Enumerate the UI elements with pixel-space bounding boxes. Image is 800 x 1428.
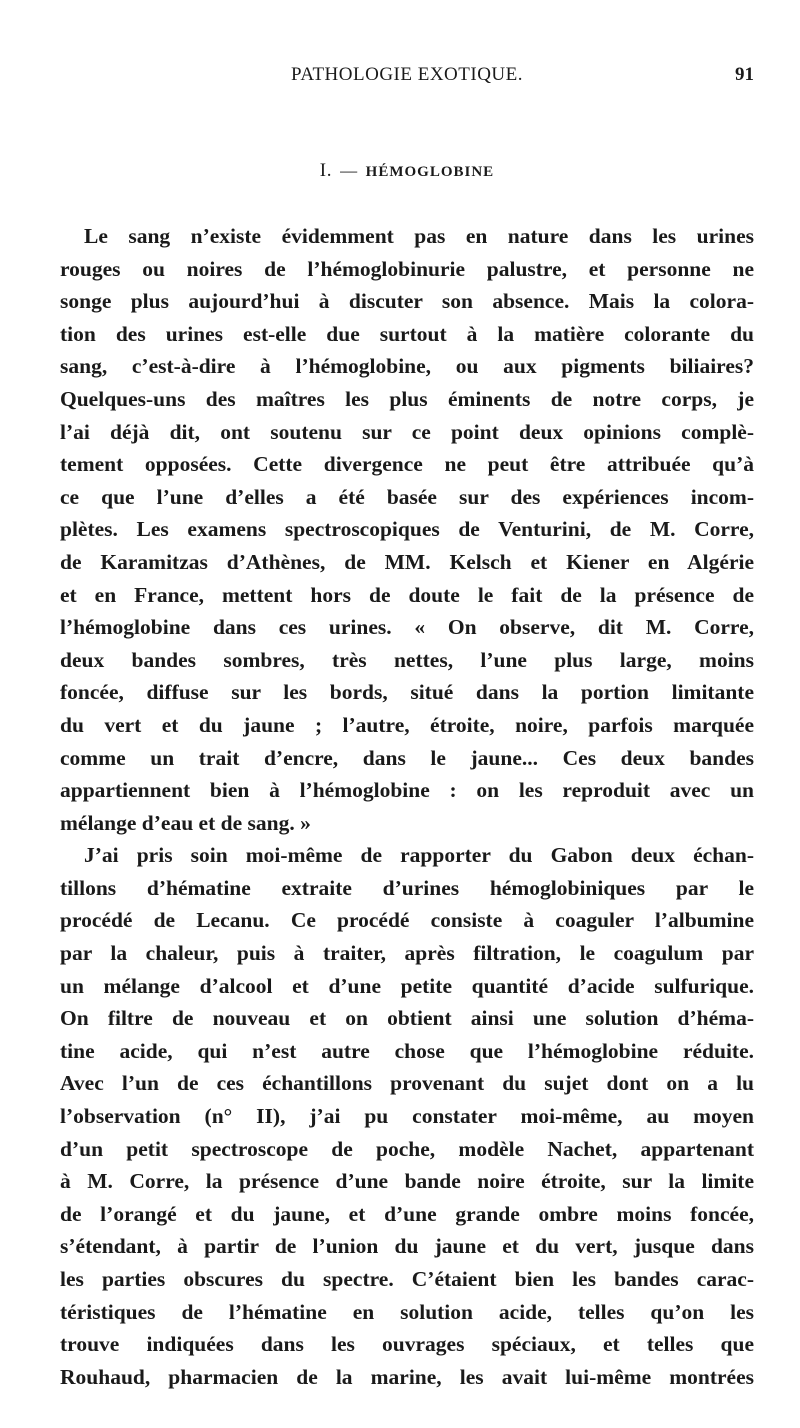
text-line: sang, c’est-à-dire à l’hémoglobine, ou aux pigments biliaires? — [60, 354, 754, 379]
text-line: les parties obscures du spectre. C’étaient bien les bandes carac- — [60, 1267, 754, 1291]
text-line: l’hémoglobine dans ces urines. « On observe, dit M. Corre, — [60, 615, 754, 640]
text-line: tillons d’hématine extraite d’urines hémoglobiniques par le — [60, 875, 754, 900]
running-head — [60, 62, 754, 88]
text-line: de l’orangé et du jaune, et d’une grande ombre moins foncée, — [60, 1201, 754, 1226]
text-line: trouve indiquées dans les ouvrages spéciaux, et telles que — [60, 1332, 754, 1357]
text-line: Le sang n’existe évidemment pas en nature dans les urines — [84, 224, 754, 248]
text-line: tine acide, qui n’est autre chose que l’hémoglobine réduite. — [60, 1038, 754, 1063]
running-title: PATHOLOGIE EXOTIQUE. — [291, 64, 523, 85]
text-line: procédé de Lecanu. Ce procédé consiste à coaguler l’albumine — [60, 908, 754, 933]
text-line: téristiques de l’hématine en solution acide, telles qu’on les — [60, 1299, 754, 1324]
text-line: ce que l’une d’elles a été basée sur des expériences incom- — [60, 484, 754, 509]
text-line: d’un petit spectroscope de poche, modèle Nachet, appartenant — [60, 1136, 754, 1161]
body-text — [60, 220, 754, 1393]
text-line: On filtre de nouveau et on obtient ainsi une solution d’héma- — [60, 1006, 754, 1031]
text-line: s’étendant, à partir de l’union du jaune et du vert, jusque dans — [60, 1234, 754, 1259]
book-page — [60, 0, 754, 1428]
text-line: mélange d’eau et de sang. » — [60, 810, 311, 835]
text-line: l’ai déjà dit, ont soutenu sur ce point deux opinions complè- — [60, 419, 754, 444]
text-line: de Karamitzas d’Athènes, de MM. Kelsch et Kiener en Algérie — [60, 549, 754, 574]
text-line: foncée, diffuse sur les bords, situé dans la portion limitante — [60, 680, 754, 705]
page-number: 91 — [735, 64, 754, 85]
text-line: et en France, mettent hors de doute le fait de la présence de — [60, 582, 754, 607]
text-line: tion des urines est-elle due surtout à la matière colorante du — [60, 321, 754, 346]
text-line: songe plus aujourd’hui à discuter son absence. Mais la colora- — [60, 289, 754, 314]
text-line: comme un trait d’encre, dans le jaune... Ces deux bandes — [60, 745, 754, 770]
section-dash: — — [340, 161, 358, 180]
text-line: du vert et du jaune ; l’autre, étroite, noire, parfois marquée — [60, 712, 754, 737]
section-heading — [60, 160, 754, 182]
text-line: l’observation (n° II), j’ai pu constater moi-même, au moyen — [60, 1104, 754, 1129]
text-line: appartiennent bien à l’hémoglobine : on les reproduit avec un — [60, 778, 754, 803]
text-line: un mélange d’alcool et d’une petite quantité d’acide sulfurique. — [60, 973, 754, 998]
text-line: par la chaleur, puis à traiter, après filtration, le coagulum par — [60, 941, 754, 966]
text-line: deux bandes sombres, très nettes, l’une plus large, moins — [60, 647, 754, 672]
text-line: rouges ou noires de l’hémoglobinurie palustre, et personne ne — [60, 256, 754, 281]
section-number: I. — [319, 160, 333, 181]
text-line: J’ai pris soin moi-même de rapporter du Gabon deux échan- — [84, 843, 754, 868]
text-line: à M. Corre, la présence d’une bande noire étroite, sur la limite — [60, 1169, 754, 1194]
text-line: plètes. Les examens spectroscopiques de Venturini, de M. Corre, — [60, 517, 754, 542]
text-line: Rouhaud, pharmacien de la marine, les avait lui-même montrées — [60, 1364, 754, 1389]
text-line: Avec l’un de ces échantillons provenant du sujet dont on a lu — [60, 1071, 754, 1096]
text-line: Quelques-uns des maîtres les plus éminents de notre corps, je — [60, 386, 754, 411]
section-title: HÉMOGLOBINE — [365, 164, 495, 180]
text-line: tement opposées. Cette divergence ne peut être attribuée qu’à — [60, 452, 754, 477]
